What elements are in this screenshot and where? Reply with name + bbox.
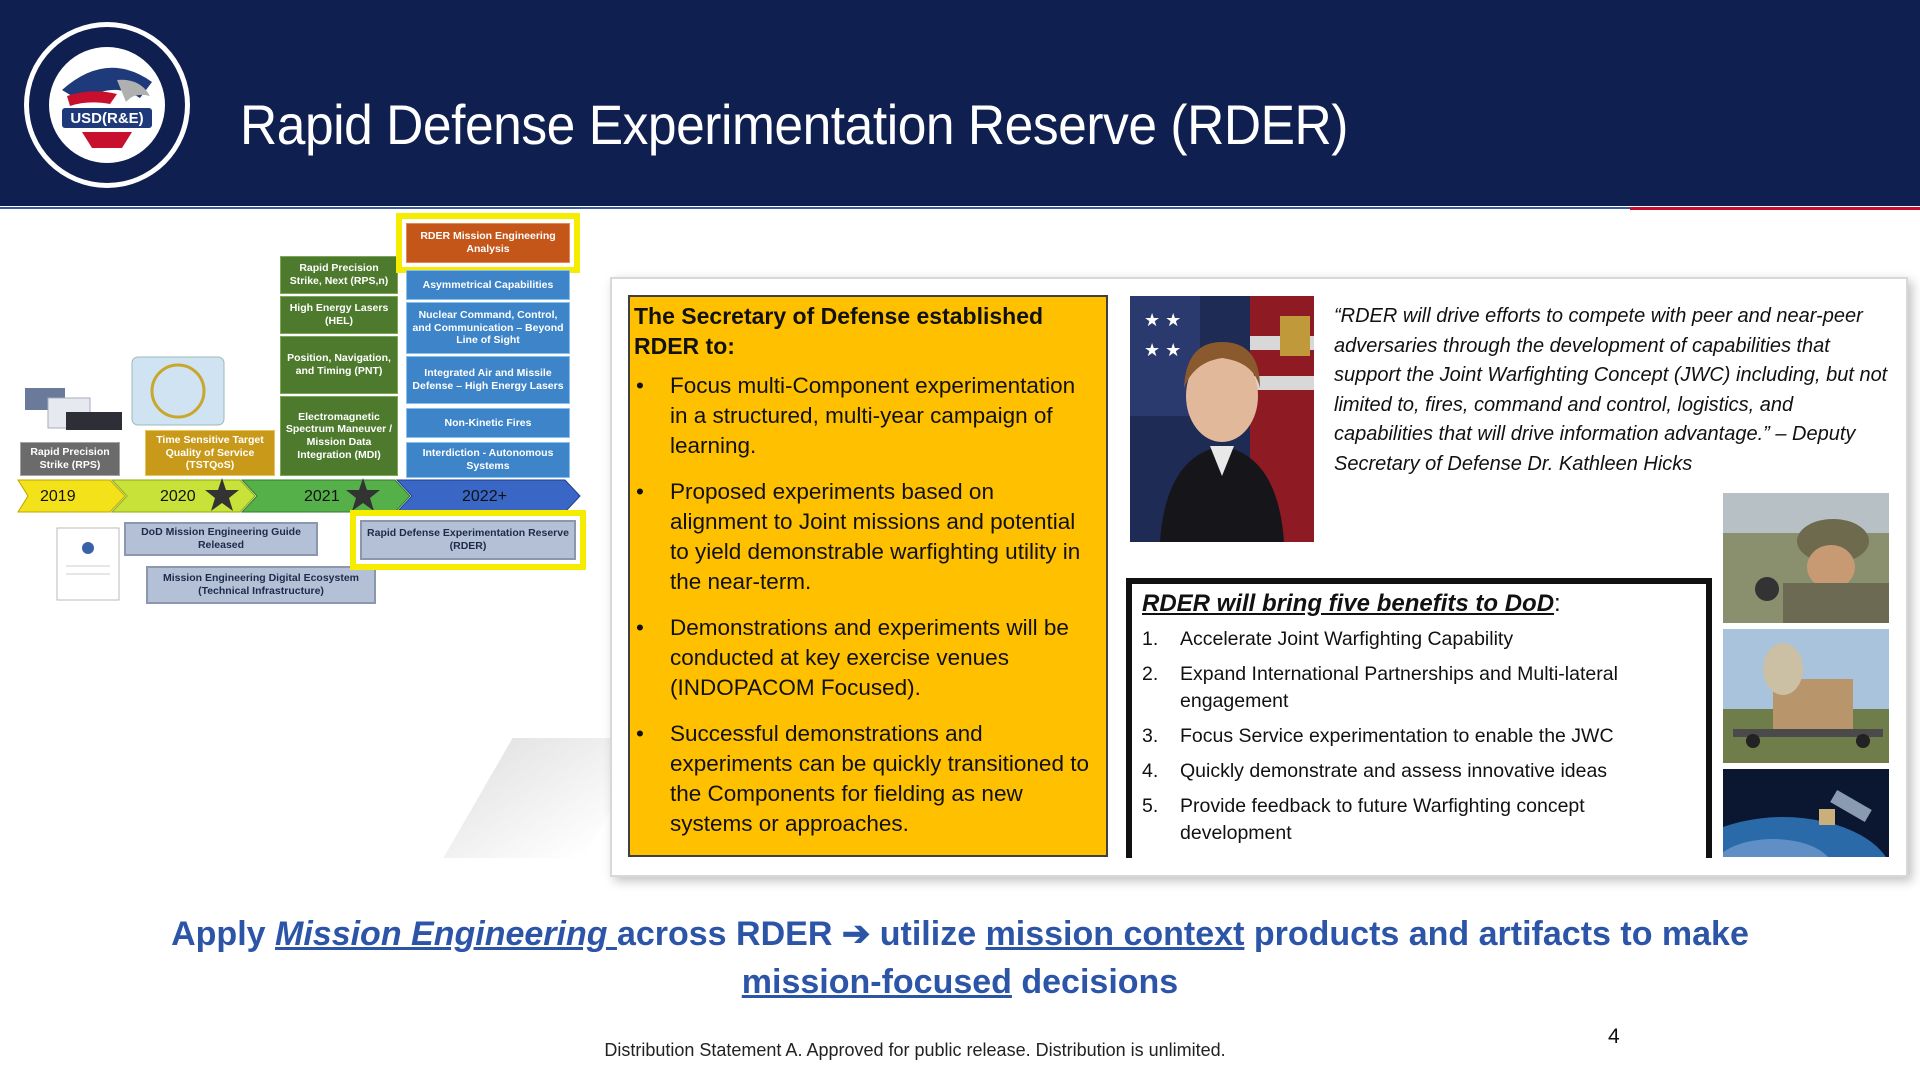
benefits-list <box>1142 626 1696 847</box>
page-title: Rapid Defense Experimentation Reserve (RDER) <box>240 93 1348 156</box>
list-item: 1. Accelerate Joint Warfighting Capability <box>1142 628 1514 650</box>
year-2019: 2019 <box>40 488 76 505</box>
secdef-bullet-list <box>634 371 1096 839</box>
list-item: • Focus multi-Component experimentation in a structured, multi-year campaign of learning. <box>636 373 1076 458</box>
list-item: • Successful demonstrations and experiments can be quickly transitioned to the Components for fielding as new systems or approaches. <box>636 721 1089 836</box>
year-2021: 2021 <box>304 488 340 505</box>
network-diagram-image <box>132 357 224 425</box>
list-item: 4. Quickly demonstrate and assess innovative ideas <box>1142 760 1608 782</box>
box-rder-me-analysis: RDER Mission Engineering Analysis <box>406 223 570 263</box>
box-ems-mdi: Electromagnetic Spectrum Maneuver / Mission Data Integration (MDI) <box>280 396 398 476</box>
box-nc3: Nuclear Command, Control, and Communication – Beyond Line of Sight <box>406 302 570 354</box>
document-thumbnail <box>57 528 119 600</box>
box-pnt: Position, Navigation, and Timing (PNT) <box>280 336 398 394</box>
milestone-me-guide: DoD Mission Engineering Guide Released <box>124 522 318 556</box>
svg-text:USD(R&E): USD(R&E) <box>70 110 144 127</box>
aircraft-image <box>66 412 122 430</box>
box-non-kinetic-fires: Non-Kinetic Fires <box>406 408 570 438</box>
page-number: 4 <box>1608 1025 1620 1048</box>
list-item: 5. Provide feedback to future Warfighting concept development <box>1142 795 1585 844</box>
truck-radar-photo <box>1723 629 1889 763</box>
secdef-panel <box>628 295 1108 857</box>
benefits-title: RDER will bring five benefits to DoD: <box>1142 590 1561 617</box>
box-asymmetrical: Asymmetrical Capabilities <box>406 270 570 300</box>
box-rps-n: Rapid Precision Strike, Next (RPS,n) <box>280 256 398 294</box>
soldier-photo <box>1723 493 1889 623</box>
list-item: 2. Expand International Partnerships and Multi-lateral engagement <box>1142 663 1618 712</box>
box-interdiction-autonomous: Interdiction - Autonomous Systems <box>406 442 570 478</box>
milestone-rder: Rapid Defense Experimentation Reserve (RDER) <box>360 520 576 560</box>
bottom-statement-line2: mission-focused decisions <box>741 963 1179 1001</box>
milestone-tstqos: Time Sensitive Target Quality of Service (TSTQoS) <box>145 430 275 476</box>
bottom-statement-line1: Apply Mission Engineering across RDER ➔ utilize mission context products and artifacts to make <box>171 915 1749 953</box>
box-hel: High Energy Lasers (HEL) <box>280 296 398 334</box>
header-accent-line <box>1630 207 1920 210</box>
milestone-rps: Rapid Precision Strike (RPS) <box>20 442 120 476</box>
year-2020: 2020 <box>160 488 196 505</box>
arrow-right-icon: ➔ <box>841 915 871 953</box>
svg-text:★ ★: ★ ★ <box>1144 310 1182 330</box>
svg-text:★ ★: ★ ★ <box>1144 340 1182 360</box>
year-2022: 2022+ <box>462 488 507 505</box>
dsd-quote: “RDER will drive efforts to compete with peer and near-peer adversaries through the development of capabilities that support the Joint Warfighting Concept (JWC) including, but not limited to, fires, command and control, logistics, and capabilities that will drive information advantage.” – Deputy Secretary of Defense Dr. Kathleen Hicks <box>1334 305 1888 475</box>
list-item: • Demonstrations and experiments will be conducted at key exercise venues (INDOPACOM Focused). <box>636 615 1069 700</box>
secdef-heading: The Secretary of Defense established RDER to: <box>634 303 1044 359</box>
satellite-photo <box>1723 769 1889 857</box>
distribution-statement: Distribution Statement A. Approved for public release. Distribution is unlimited. <box>604 1040 1226 1060</box>
box-iamd-hel: Integrated Air and Missile Defense – High Energy Lasers <box>406 356 570 404</box>
milestone-me-ecosystem: Mission Engineering Digital Ecosystem (Technical Infrastructure) <box>146 566 376 604</box>
list-item: • Proposed experiments based on alignment to Joint missions and potential to yield demonstrable warfighting utility in the near-term. <box>636 479 1081 594</box>
portrait-photo <box>1130 296 1314 542</box>
bottom-statement <box>0 910 1920 1006</box>
list-item: 3. Focus Service experimentation to enable the JWC <box>1142 725 1614 747</box>
benefits-box <box>1126 578 1712 858</box>
